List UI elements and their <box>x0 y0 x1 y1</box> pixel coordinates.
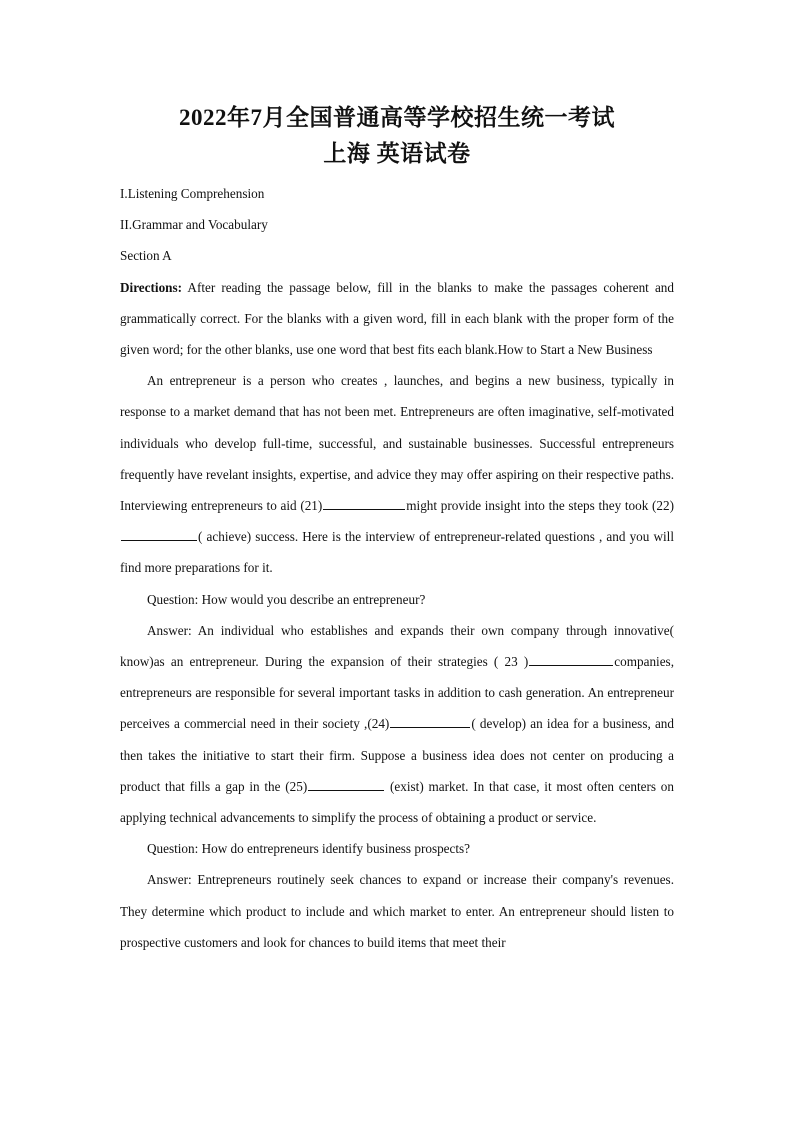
directions-paragraph <box>120 272 674 366</box>
directions-text: After reading the passage below, fill in the blanks to make the passages coherent and grammatically correct. For the blanks with a given word, fill in each blank with the proper form of the given word; for the other blanks, use one word that best fits each blank.How to Start a New Business <box>120 279 674 358</box>
question-2: Question: How do entrepreneurs identify business prospects? <box>147 841 471 857</box>
blank-22[interactable] <box>121 526 197 541</box>
directions-label: Directions: <box>120 279 183 295</box>
exam-subtitle: 上海 英语试卷 <box>323 141 471 166</box>
answer-2-paragraph: Answer: Entrepreneurs routinely seek chances to expand or increase their company's revenues. They determine which product to include and which market to enter. An entrepreneur should listen to prospective customers and look for chances to build items that meet their <box>120 872 674 950</box>
part-listening-heading: I.Listening Comprehension <box>120 186 265 201</box>
answer-1-text-b: companies, entrepreneurs are responsible for several important tasks in addition to cash generation. An entrepreneur perceives a commercial need in their society ,(24) <box>120 654 674 732</box>
passage-p1-text-c: ( achieve) success. Here is the interview of entrepreneur-related questions , and you will find more preparations for it. <box>120 529 674 576</box>
exam-title: 2022年7月全国普通高等学校招生统一考试 <box>179 105 615 130</box>
blank-25[interactable] <box>308 776 384 791</box>
exam-page <box>120 100 674 958</box>
answer-1-text-a: Answer: An individual who establishes and expands their own company through innovative( know)as an entrepreneur. During the expansion of their strategies ( 23 ) <box>120 622 674 670</box>
question-1: Question: How would you describe an entrepreneur? <box>147 591 426 607</box>
blank-24[interactable] <box>390 713 470 728</box>
answer-1-text-c: ( develop) an idea for a business, and then takes the initiative to start their firm. Suppose a business idea does not center on producing a product that fills a gap in the (25) <box>120 716 674 794</box>
part-grammar-heading: II.Grammar and Vocabulary <box>120 217 268 233</box>
passage-p1-text-b: might provide insight into the steps they took (22) <box>406 498 674 514</box>
section-a-heading: Section A <box>120 248 172 264</box>
blank-21[interactable] <box>323 495 405 510</box>
blank-23[interactable] <box>529 651 613 666</box>
answer-1-paragraph <box>120 615 674 833</box>
passage-paragraph-1 <box>120 365 674 583</box>
answer-1-text-d: (exist) market. In that case, it most often centers on applying technical advancements to simplify the process of obtaining a product or service. <box>120 778 674 826</box>
passage-p1-text-a: An entrepreneur is a person who creates , launches, and begins a new business, typically in response to a market demand that has not been met. Entrepreneurs are often imaginative, self-motivated individuals who develop full-time, successful, and sustainable businesses. Successful entrepreneurs frequently have revelant insights, expertise, and advice they may offer aspiring on their respective paths. Interviewing entrepreneurs to aid (21) <box>120 373 674 514</box>
